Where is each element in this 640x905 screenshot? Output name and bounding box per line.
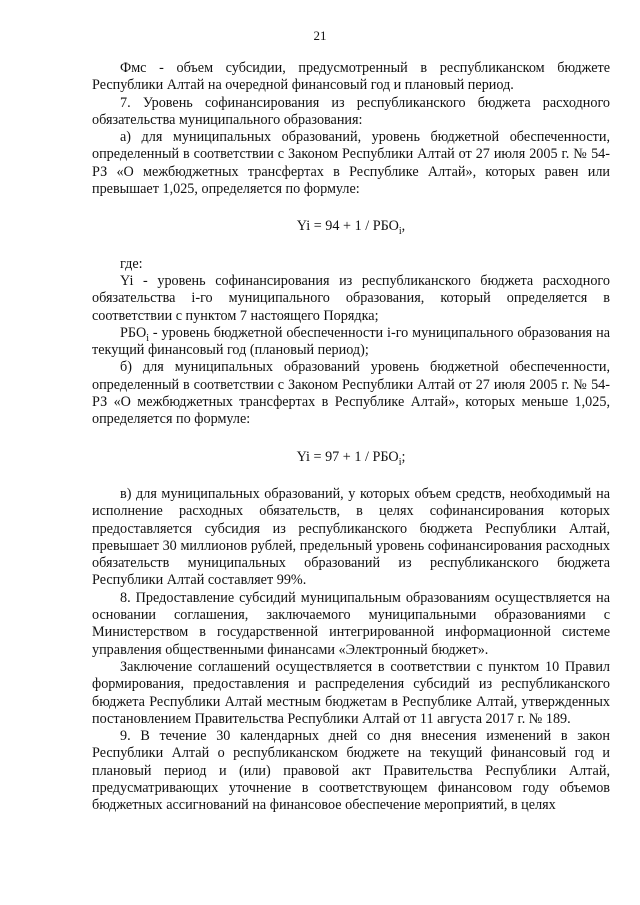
paragraph-yi-definition: Yi - уровень софинансирования из республиканского бюджета расходного обязательства i-го муниципального образования, который определяется в соответствии с пунктом 7 настоящего Порядка;	[92, 272, 610, 324]
formula-2	[92, 449, 610, 466]
formula-1-main: Yi = 94 + 1 / РБО	[296, 218, 399, 235]
paragraph-item-9: 9. В течение 30 календарных дней со дня внесения изменений в закон Республики Алтай о республиканском бюджете на текущий финансовый год и плановый период и (или) правовой акт Правительства Республики Алтай, предусматривающих уточнение в соответствующем финансовом году объемов бюджетных ассигнований на финансовое обеспечение мероприятий, в целях	[92, 728, 610, 814]
paragraph-item-8: 8. Предоставление субсидий муниципальным образованиям осуществляется на основании соглашения, заключаемого муниципальными образованиями с Министерством в государственной интегрированной информационной системе управления общественными финансами «Электронный бюджет».	[92, 589, 610, 658]
paragraph-item-7v: в) для муниципальных образований, у которых объем средств, необходимый на исполнение расходных обязательств, в целях софинансирования которых предоставляется субсидия из республиканского бюджета Республики Алтай, превышает 30 миллионов рублей, предельный уровень софинансирования расходных обязательств муниципальных образований из республиканского бюджета Республики Алтай составляет 99%.	[92, 485, 610, 589]
paragraph-item-7a: а) для муниципальных образований, уровень бюджетной обеспеченности, определенный в соответствии с Законом Республики Алтай от 27 июля 2005 г. № 54-РЗ «О межбюджетных трансфертах в Республике Алтай», которых равен или превышает 1,025, определяется по формуле:	[92, 129, 610, 198]
paragraph-where: где:	[120, 255, 143, 272]
paragraph-item-7: 7. Уровень софинансирования из республиканского бюджета расходного обязательства муниципального образования:	[92, 94, 610, 128]
page-number: 21	[313, 28, 327, 43]
formula-2-subscript: i	[398, 456, 402, 468]
formula-1-subscript: i	[398, 226, 402, 238]
document-body	[92, 60, 610, 815]
formula-2-main: Yi = 97 + 1 / РБО	[296, 448, 399, 465]
formula-1-end: ,	[401, 218, 406, 235]
formula-1	[92, 218, 610, 238]
formula-2-end: ;	[401, 448, 406, 465]
paragraph-agreements: Заключение соглашений осуществляется в соответствии с пунктом 10 Правил формирования, предоставления и распределения субсидий из республиканского бюджета Республики Алтай местным бюджетам в Республике Алтай, утвержденных постановлением Правительства Республики Алтай от 11 августа 2017 г. № 189.	[92, 658, 610, 727]
rbo-definition-text: - уровень бюджетной обеспеченности i-го муниципального образования на текущий финансовый год (плановый период);	[92, 324, 610, 359]
paragraph-item-7b: б) для муниципальных образований уровень бюджетной обеспеченности, определенный в соответствии с Законом Республики Алтай от 27 июля 2005 г. № 54-РЗ «О межбюджетных трансфертах в Республике Алтай», которых меньше 1,025, определяется по формуле:	[92, 359, 610, 428]
paragraph-rbo-definition	[92, 325, 610, 360]
paragraph-fms-definition: Фмс - объем субсидии, предусмотренный в республиканском бюджете Республики Алтай на очередной финансовый год и плановый период.	[92, 60, 610, 94]
rbo-term: РБО	[120, 324, 147, 341]
rbo-subscript: i	[146, 332, 149, 344]
